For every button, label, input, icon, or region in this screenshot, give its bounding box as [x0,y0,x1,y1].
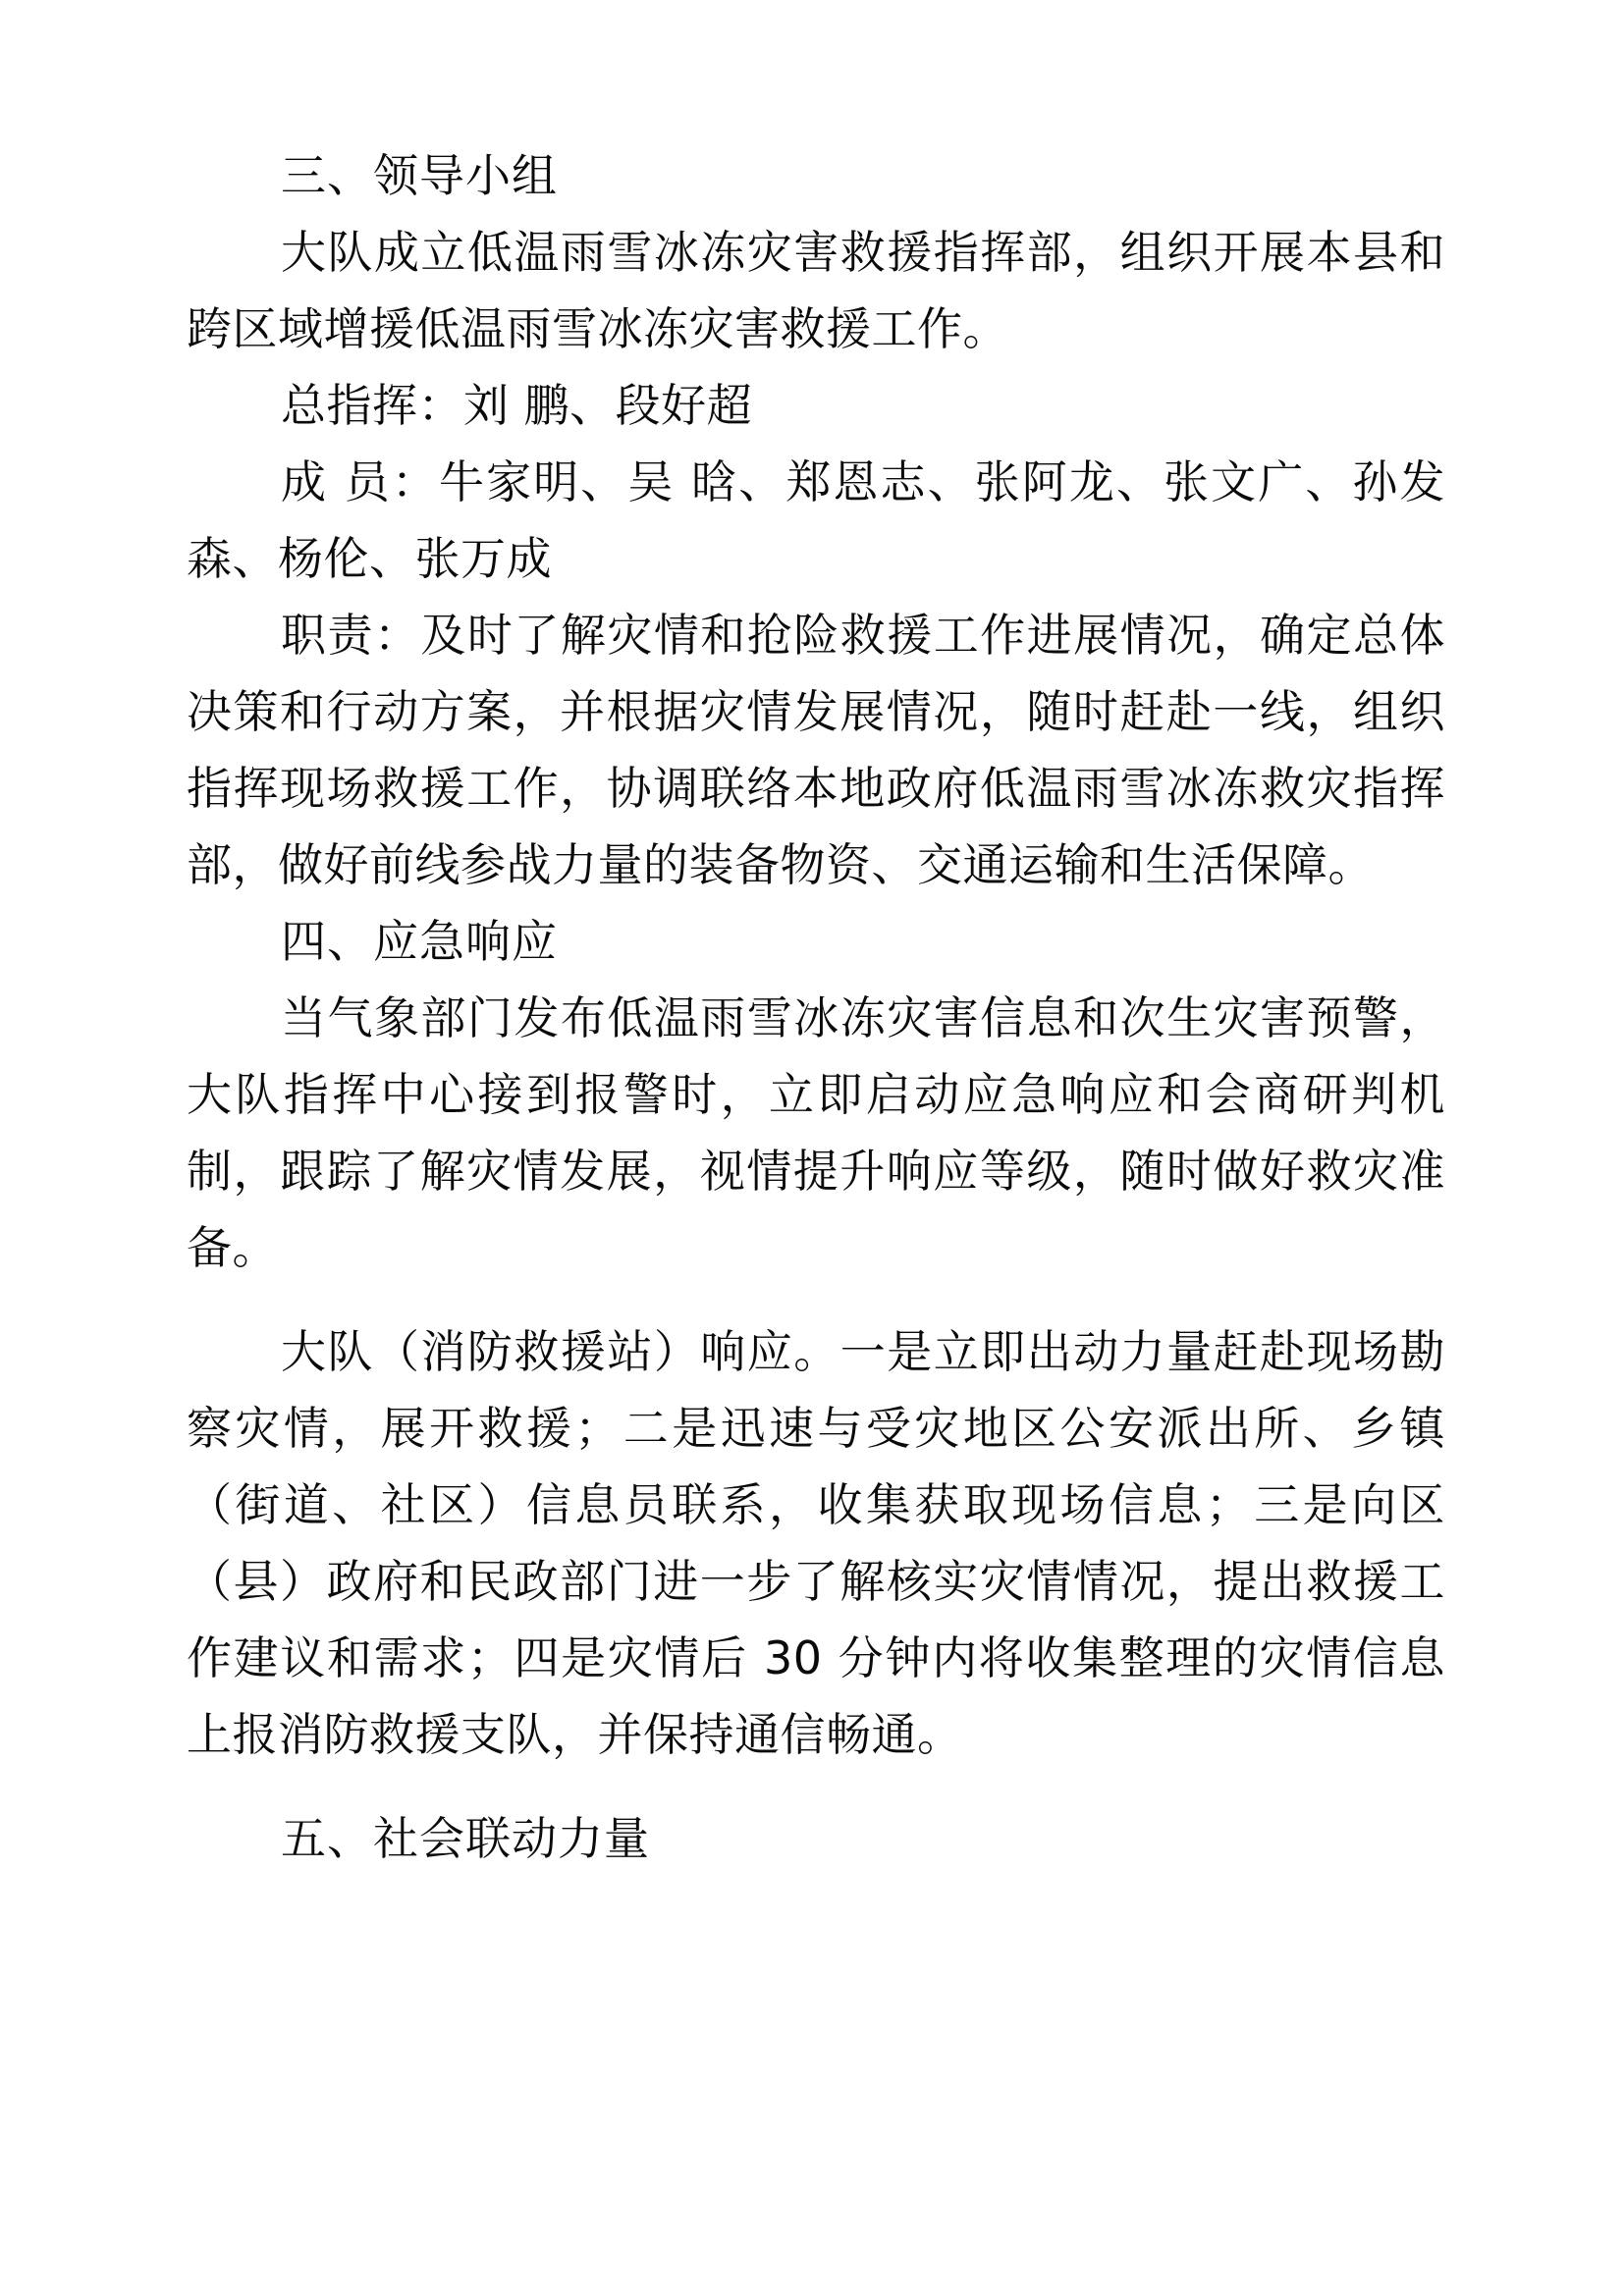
section-heading-three: 三、领导小组 [281,149,558,202]
paragraph-members: 成 员：牛家明、吴 晗、郑恩志、张阿龙、张文广、孙发森、杨伦、张万成 [187,455,1445,585]
paragraph-duties: 职责：及时了解灾情和抢险救援工作进展情况，确定总体决策和行动方案，并根据灾情发展情况，随时赶赴一线，组织指挥现场救援工作，协调联络本地政府低温雨雪冰冻救灾指挥部，做好前线参战力量的装备物资、交通运输和生活保障。 [187,609,1445,891]
paragraph-leadership-group: 大队成立低温雨雪冰冻灾害救援指挥部，组织开展本县和跨区域增援低温雨雪冰冻灾害救援工作。 [187,226,1445,355]
paragraph-emergency-response: 当气象部门发布低温雨雪冰冻灾害信息和次生灾害预警，大队指挥中心接到报警时，立即启动应急响应和会商研判机制，跟踪了解灾情发展，视情提升响应等级，随时做好救灾准备。 [187,991,1445,1274]
paragraph-chief-commander: 总指挥：刘 鹏、段好超 [281,379,753,432]
section-heading-five: 五、社会联动力量 [281,1812,650,1865]
section-heading-four: 四、应急响应 [281,915,558,968]
paragraph-station-response: 大队（消防救援站）响应。一是立即出动力量赶赴现场勘察灾情，展开救援；二是迅速与受灾地区公安派出所、乡镇（街道、社区）信息员联系，收集获取现场信息；三是向区（县）政府和民政部门进一步了解核实灾情情况，提出救援工作建议和需求；四是灾情后 30 分钟内将收集整理的灾情信息上报消防救援支队，并保持通信畅通。 [187,1325,1445,1761]
document-body [187,137,1445,1877]
